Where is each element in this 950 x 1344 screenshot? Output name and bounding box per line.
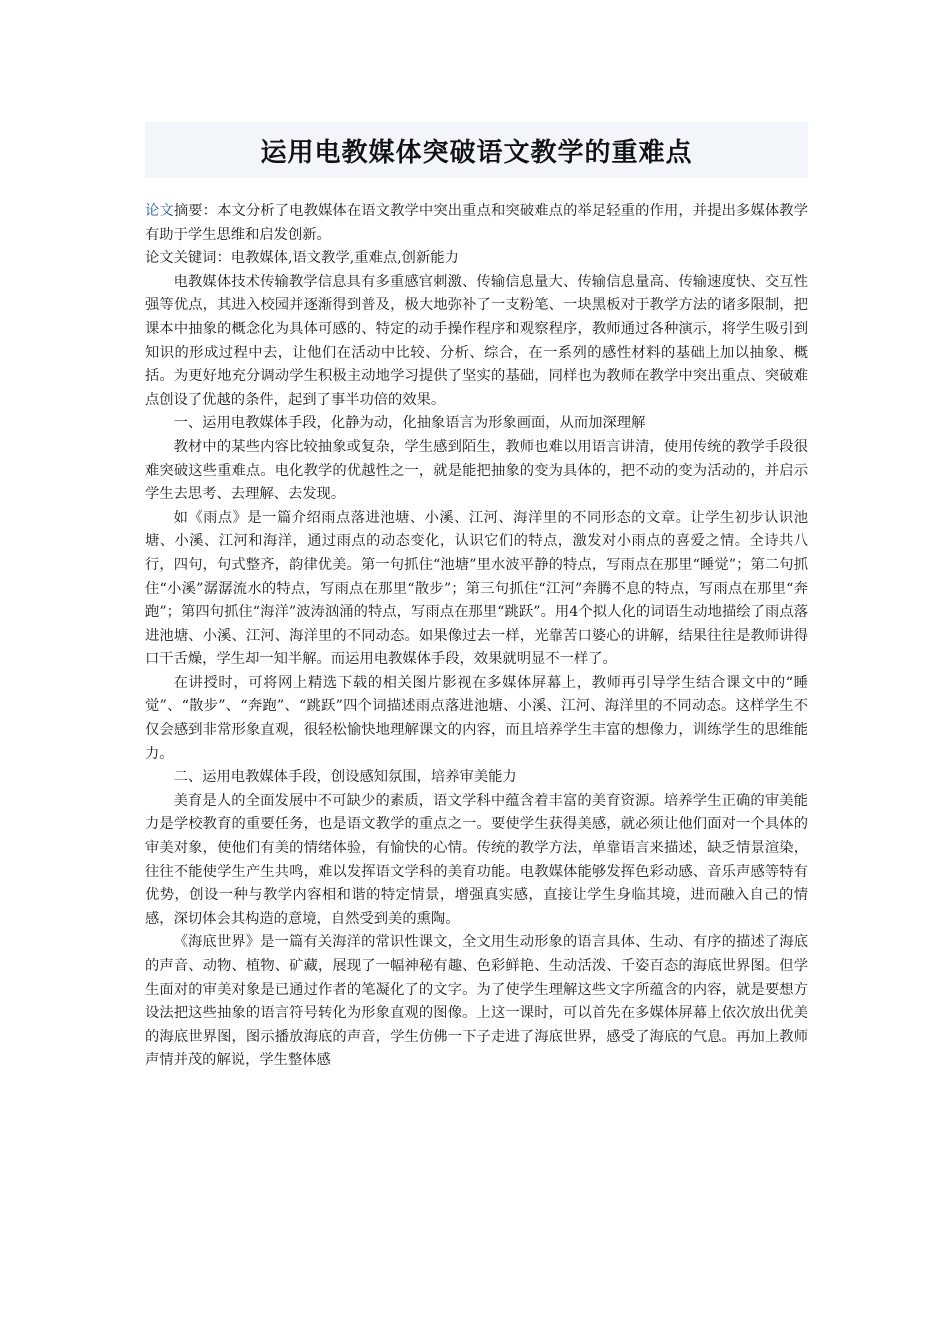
abstract-link[interactable]: 论文 bbox=[145, 203, 174, 219]
title-bar bbox=[145, 122, 808, 178]
section-heading-2: 二、运用电教媒体手段，创设感知氛围，培养审美能力 bbox=[173, 769, 517, 786]
paragraph-intro: 电教媒体技术传输教学信息具有多重感官刺激、传输信息量大、传输信息量高、传输速度快、交互性强等优点，其进入校园并逐渐得到普及，极大地弥补了一支粉笔、一块黑板对于教学方法的诸多限制，把课本中抽象的概念化为具体可感的、特定的动手操作程序和观察程序，教师通过各种演示，将学生吸引到知识的形成过程中去，让他们在活动中比较、分析、综合，在一系列的感性材料的基础上加以抽象、概括。为更好地充分调动学生积极主动地学习提供了坚实的基础，同样也为教师在教学中突出重点、突破难点创设了优越的条件，起到了事半功倍的效果。 bbox=[145, 273, 808, 408]
page-title: 运用电教媒体突破语文教学的重难点 bbox=[260, 137, 693, 168]
document-page bbox=[145, 122, 808, 1073]
abstract-paragraph bbox=[145, 200, 808, 247]
paragraph: 如《雨点》是一篇介绍雨点落进池塘、小溪、江河、海洋里的不同形态的文章。让学生初步认识池塘、小溪、江河和海洋，通过雨点的动态变化，认识它们的特点，激发对小雨点的喜爱之情。全诗共八行，四句，句式整齐，韵律优美。第一句抓住“池塘”里水波平静的特点，写雨点在那里“睡觉”；第二句抓住“小溪”潺潺流水的特点，写雨点在那里“散步”；第三句抓住“江河”奔腾不息的特点，写雨点在那里“奔跑”；第四句抓住“海洋”波涛汹涌的特点，写雨点在那里“跳跃”。用4个拟人化的词语生动地描绘了雨点落进池塘、小溪、江河、海洋里的不同动态。如果像过去一样，光靠苦口婆心的讲解，结果往往是教师讲得口干舌燥，学生却一知半解。而运用电教媒体手段，效果就明显不一样了。 bbox=[145, 509, 808, 668]
keywords-paragraph: 论文关键词：电教媒体,语文教学,重难点,创新能力 bbox=[145, 250, 459, 267]
section-heading-1: 一、运用电教媒体手段，化静为动，化抽象语言为形象画面，从而加深理解 bbox=[173, 415, 646, 432]
paragraph: 美育是人的全面发展中不可缺少的素质，语文学科中蕴含着丰富的美育资源。培养学生正确的审美能力是学校教育的重要任务，也是语文教学的重点之一。要使学生获得美感，就必须让他们面对一个具体的审美对象，使他们有美的情绪体验，有愉快的心情。传统的教学方法，单靠语言来描述，缺乏情景渲染，往往不能使学生产生共鸣，难以发挥语文学科的美育功能。电教媒体能够发挥色彩动感、音乐声感等特有优势，创设一种与教学内容相和谐的特定情景，增强真实感，直接让学生身临其境，进而融入自己的情感，深切体会其构造的意境，自然受到美的熏陶。 bbox=[145, 792, 808, 927]
article-body bbox=[145, 200, 808, 1073]
abstract-text: 摘要：本文分析了电教媒体在语文教学中突出重点和突破难点的举足轻重的作用，并提出多媒体教学有助于学生思维和启发创新。 bbox=[145, 203, 809, 243]
paragraph: 在讲授时，可将网上精选下载的相关图片影视在多媒体屏幕上，教师再引导学生结合课文中的“睡觉”、“散步”、“奔跑”、“跳跃”四个词描述雨点落进池塘、小溪、江河、海洋里的不同动态。这样学生不仅会感到非常形象直观，很轻松愉快地理解课文的内容，而且培养学生丰富的想像力，训练学生的思维能力。 bbox=[145, 674, 808, 762]
paragraph: 《海底世界》是一篇有关海洋的常识性课文，全文用生动形象的语言具体、生动、有序的描述了海底的声音、动物、植物、矿藏，展现了一幅神秘有趣、色彩鲜艳、生动活泼、千姿百态的海底世界图。但学生面对的审美对象是已通过作者的笔凝化了的文字。为了使学生理解这些文字所蕴含的内容，就是要想方设法把这些抽象的语言符号转化为形象直观的图像。上这一课时，可以首先在多媒体屏幕上依次放出优美的海底世界图，图示播放海底的声音，学生仿佛一下子走进了海底世界，感受了海底的气息。再加上教师声情并茂的解说，学生整体感 bbox=[145, 934, 808, 1069]
paragraph: 教材中的某些内容比较抽象或复杂，学生感到陌生，教师也难以用语言讲清，使用传统的教学手段很难突破这些重难点。电化教学的优越性之一，就是能把抽象的变为具体的，把不动的变为活动的，并启示学生去思考、去理解、去发现。 bbox=[145, 438, 808, 503]
